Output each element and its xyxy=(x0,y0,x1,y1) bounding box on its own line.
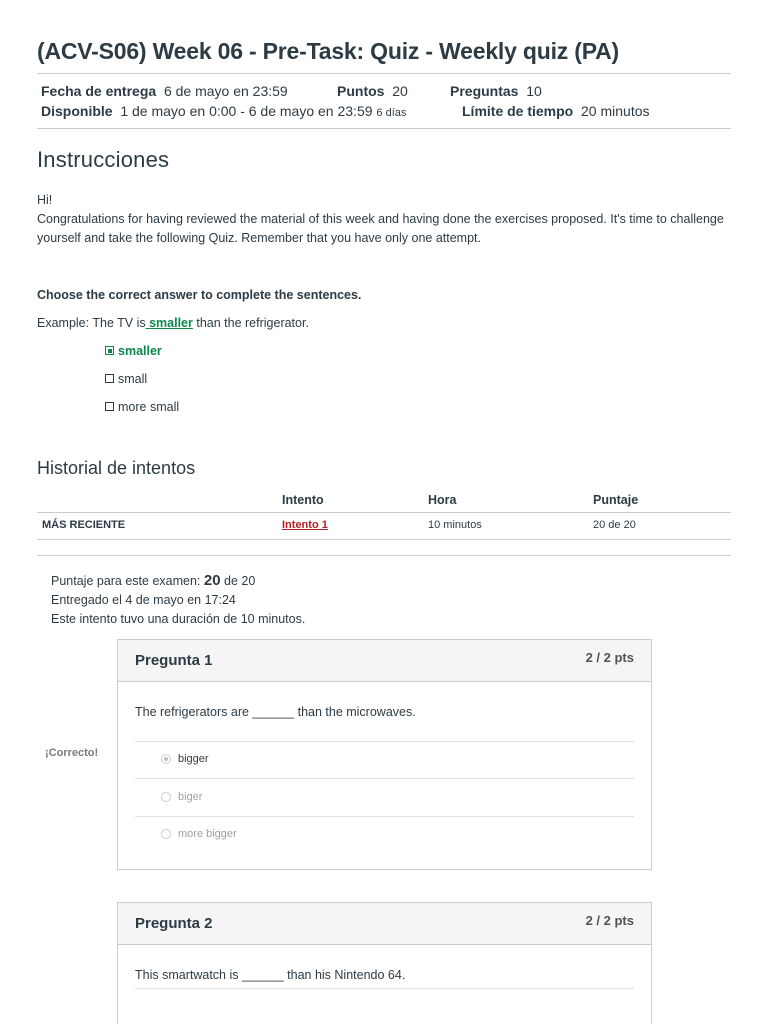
available-label: Disponible xyxy=(41,103,113,119)
example-option xyxy=(105,398,179,417)
instructions-task: Choose the correct answer to complete the sentences. xyxy=(37,288,362,302)
attempt-time: 10 minutos xyxy=(428,519,482,531)
radio-selected-icon[interactable] xyxy=(161,754,171,764)
example-option-correct xyxy=(105,342,162,361)
answer-option: more bigger xyxy=(178,828,237,840)
available-days: 6 días xyxy=(376,107,407,119)
example-option-label: small xyxy=(118,372,148,386)
questions-count xyxy=(450,83,542,99)
instructions-body: Congratulations for having reviewed the material of this week and having done the exercises proposed. It's time to challenge yourself and take the following Quiz. Remember that you have only one attempt. xyxy=(37,212,724,245)
instructions-heading: Instrucciones xyxy=(37,147,170,172)
time-limit xyxy=(462,103,650,119)
points-label: Puntos xyxy=(337,83,385,99)
score-value: 20 xyxy=(203,572,221,589)
unchecked-box-icon xyxy=(105,402,114,411)
questions-label: Preguntas xyxy=(450,83,519,99)
submitted-info: Entregado el 4 de mayo en 17:24 xyxy=(51,593,236,607)
question-title: Pregunta 1 xyxy=(135,652,213,669)
due-label: Fecha de entrega xyxy=(41,83,157,99)
col-header-time: Hora xyxy=(428,493,457,507)
answer-divider xyxy=(135,778,634,779)
correct-status: ¡Correcto! xyxy=(45,747,99,759)
answer-divider xyxy=(135,816,634,817)
question-title: Pregunta 2 xyxy=(135,915,213,932)
section-divider xyxy=(37,555,731,556)
radio-icon[interactable] xyxy=(161,792,171,802)
questions-value: 10 xyxy=(526,83,542,99)
question-header xyxy=(118,903,651,945)
question-points: 2 / 2 pts xyxy=(585,913,634,928)
due-date xyxy=(41,83,288,99)
example-sentence xyxy=(37,314,309,333)
row-label: MÁS RECIENTE xyxy=(42,519,126,531)
example-suffix: than the refrigerator. xyxy=(192,316,309,330)
due-value: 6 de mayo en 23:59 xyxy=(163,83,288,99)
checked-box-icon xyxy=(105,346,114,355)
answer-divider xyxy=(135,741,634,742)
col-header-score: Puntaje xyxy=(593,493,639,507)
available-value: 1 de mayo en 0:00 - 6 de mayo en 23:59 xyxy=(120,103,373,119)
radio-icon[interactable] xyxy=(161,829,171,839)
question-header xyxy=(118,640,651,682)
answer-divider xyxy=(135,988,634,989)
attempt-score: 20 de 20 xyxy=(593,519,636,531)
question-text: The refrigerators are ______ than the microwaves. xyxy=(135,705,416,719)
answer-option: bigger xyxy=(178,753,209,765)
unchecked-box-icon xyxy=(105,374,114,383)
question-points: 2 / 2 pts xyxy=(585,650,634,665)
question-card-1 xyxy=(117,639,652,870)
answer-option: biger xyxy=(178,791,203,803)
example-option-label: smaller xyxy=(118,344,162,358)
question-card-2 xyxy=(117,902,652,1024)
title-divider xyxy=(37,73,731,74)
example-option-label: more small xyxy=(118,400,180,414)
table-row-divider xyxy=(37,539,731,540)
score-suffix: de 20 xyxy=(220,574,256,588)
instructions-greeting: Hi! xyxy=(37,193,53,207)
example-answer: smaller xyxy=(145,316,193,330)
attempt-link[interactable]: Intento 1 xyxy=(282,519,328,531)
table-header-divider xyxy=(37,512,731,513)
time-limit-value: 20 minutos xyxy=(581,103,650,119)
col-header-attempt: Intento xyxy=(282,493,324,507)
meta-divider xyxy=(37,128,731,129)
page-title: (ACV-S06) Week 06 - Pre-Task: Quiz - Weekly quiz (PA) xyxy=(37,38,620,64)
time-limit-label: Límite de tiempo xyxy=(462,103,574,119)
question-text: This smartwatch is ______ than his Nintendo 64. xyxy=(135,968,406,982)
example-option xyxy=(105,370,147,389)
score-summary xyxy=(51,571,255,591)
duration-info: Este intento tuvo una duración de 10 minutos. xyxy=(51,612,306,626)
points xyxy=(337,83,408,99)
availability xyxy=(41,103,406,119)
example-prefix: Example: The TV is xyxy=(37,316,146,330)
points-value: 20 xyxy=(392,83,408,99)
history-heading: Historial de intentos xyxy=(37,458,196,478)
score-prefix: Puntaje para este examen: xyxy=(51,574,204,588)
